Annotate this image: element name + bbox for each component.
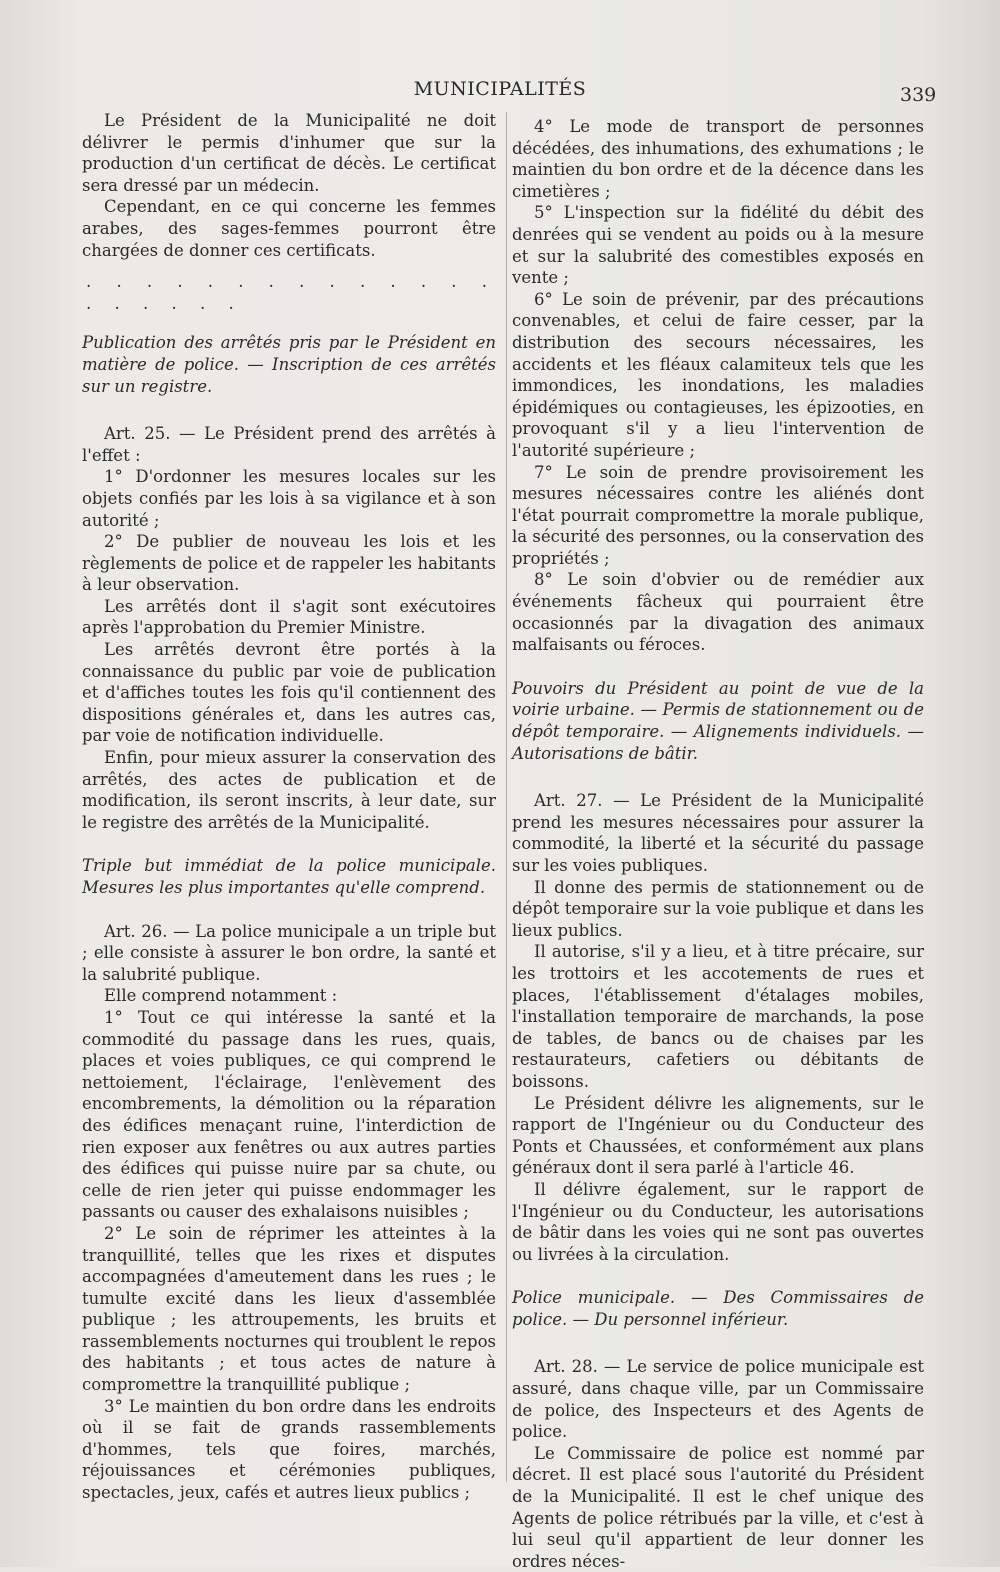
column-divider (506, 112, 507, 1482)
running-header: MUNICIPALITÉS (413, 78, 587, 100)
paragraph: Le Commissaire de police est nommé par décret. Il est placé sous l'autorité du Président de la Municipalité. Il est le chef unique des Agents de police rétribués par la ville, et c'est à lui seul qu'il appartient de leur donner les ordres néces- (512, 1443, 924, 1571)
numbered-item: 4° Le mode de transport de personnes décédées, des inhumations, des exhumations ; le maintien du bon ordre et de la décence dans les cimetières ; (512, 117, 924, 201)
numbered-item: 3° Le maintien du bon ordre dans les endroits où il se fait de grands rassemblements d'hommes, tels que foires, marchés, réjouissances et cérémonies publiques, spectacles, jeux, cafés et autres lieux publics ; (82, 1396, 496, 1503)
section-heading: Publication des arrêtés pris par le Président en matière de police. — Inscription de ces arrêtés sur un registre. (82, 333, 496, 396)
article-paragraph: Art. 28. — Le service de police municipale est assuré, dans chaque ville, par un Commissaire de police, des Inspecteurs et des Agents de police. (512, 1357, 924, 1442)
numbered-item: 6° Le soin de prévenir, par des précautions convenables, et celui de faire cesser, par la distribution des secours nécessaires, les accidents et les fléaux calamiteux tels que les immondices, les inondations, les maladies épidémiques ou contagieuses, les épizooties, en provoquant s'il y a lieu l'intervention de l'autorité supérieure ; (512, 289, 924, 460)
left-column (82, 110, 496, 1504)
article-paragraph: Art. 26. — La police municipale a un triple but ; elle consiste à assurer le bon ordre, la santé et la salubrité publique. (82, 921, 496, 984)
paragraph: Enfin, pour mieux assurer la conservation des arrêtés, des actes de publication et de modification, ils seront inscrits, à leur date, sur le registre des arrêtés de la Municipalité. (82, 748, 496, 832)
numbered-item: 1° Tout ce qui intéresse la santé et la commodité du passage dans les rues, quais, places et voies publiques, ce qui comprend le nettoiement, l'éclairage, l'enlèvement des encombrements, la démolition ou la réparation des édifices menaçant ruine, l'interdiction de rien exposer aux fenêtres ou aux autres parties des édifices qui puisse nuire par sa chute, ou celle de rien jeter qui puisse endommager les passants ou causer des exhalaisons nuisibles ; (82, 1007, 496, 1222)
paragraph: Elle comprend notamment : (104, 986, 338, 1006)
numbered-item: 5° L'inspection sur la fidélité du débit des denrées qui se vendent au poids ou à la mesure et sur la salubrité des comestibles exposés en vente ; (512, 203, 924, 288)
paragraph: Les arrêtés dont il s'agit sont exécutoires après l'approbation du Premier Ministre. (82, 596, 496, 638)
section-heading: Pouvoirs du Président au point de vue de la voirie urbaine. — Permis de stationnement ou de dépôt temporaire. — Alignements individuels. — Autorisations de bâtir. (512, 678, 924, 763)
numbered-item: 7° Le soin de prendre provisoirement les mesures nécessaires contre les aliénés dont l'état pourrait compromettre la morale publique, la sécurité des personnes, ou la conservation des propriétés ; (512, 462, 924, 568)
paragraph: Cependant, en ce qui concerne les femmes arabes, des sages-femmes pourront être chargées de donner ces certificats. (82, 197, 496, 260)
section-heading: Police municipale. — Des Commissaires de police. — Du personnel inférieur. (512, 1288, 924, 1329)
numbered-item: 2° De publier de nouveau les lois et les règlements de police et de rappeler les habitants à leur observation. (82, 532, 496, 595)
article-paragraph: Art. 25. — Le Président prend des arrêtés à l'effet : (82, 424, 496, 465)
paragraph: Il autorise, s'il y a lieu, et à titre précaire, sur les trottoirs et les accotements de rues et places, l'établissement d'étalages mobiles, l'installation temporaire de marchands, la pose de tables, de bancs ou de chaises par les restaurateurs, cafetiers ou débitants de boissons. (512, 942, 924, 1091)
page-number: 339 (900, 84, 937, 106)
numbered-item: 2° Le soin de réprimer les atteintes à la tranquillité, telles que les rixes et disputes accompagnées d'ameutement dans les rues ; le tumulte excité dans les lieux d'assemblée publique ; les attroupements, les bruits et rassemblements nocturnes qui troublent le repos des habitants ; et tous actes de nature à compromettre la tranquillité publique ; (82, 1223, 496, 1395)
paragraph: Les arrêtés devront être portés à la connaissance du public par voie de publication et d'affiches toutes les fois qu'il contiennent des dispositions générales et, dans les autres cas, par voie de notification individuelle. (82, 640, 496, 746)
paragraph: Il donne des permis de stationnement ou de dépôt temporaire sur la voie publique et dans les lieux publics. (512, 877, 924, 940)
article-paragraph: Art. 27. — Le Président de la Municipalité prend les mesures nécessaires pour assurer la commodité, la liberté et la sécurité du passage sur les voies publiques. (512, 791, 924, 875)
ellipsis-dots: . . . . . . . . . . . . . . . . . . . . (86, 272, 496, 313)
right-column (512, 116, 924, 1572)
numbered-item: 1° D'ordonner les mesures locales sur les objets confiés par les lois à sa vigilance et à son autorité ; (82, 467, 496, 530)
numbered-item: 8° Le soin d'obvier ou de remédier aux événements fâcheux qui pourraient être occasionnés par la divagation des animaux malfaisants ou féroces. (512, 570, 924, 655)
paragraph: Il délivre également, sur le rapport de l'Ingénieur ou du Conducteur, les autorisations de bâtir dans les voies qui ne sont pas ouvertes ou livrées à la circulation. (512, 1179, 924, 1264)
paragraph: Le Président de la Municipalité ne doit délivrer le permis d'inhumer que sur la production d'un certificat de décès. Le certificat sera dressé par un médecin. (82, 111, 496, 195)
paragraph: Le Président délivre les alignements, sur le rapport de l'Ingénieur ou du Conducteur des Ponts et Chaussées, et conformément aux plans généraux dont il sera parlé à l'article 46. (512, 1093, 924, 1178)
section-heading: Triple but immédiat de la police municipale. Mesures les plus importantes qu'elle comprend. (82, 856, 496, 897)
